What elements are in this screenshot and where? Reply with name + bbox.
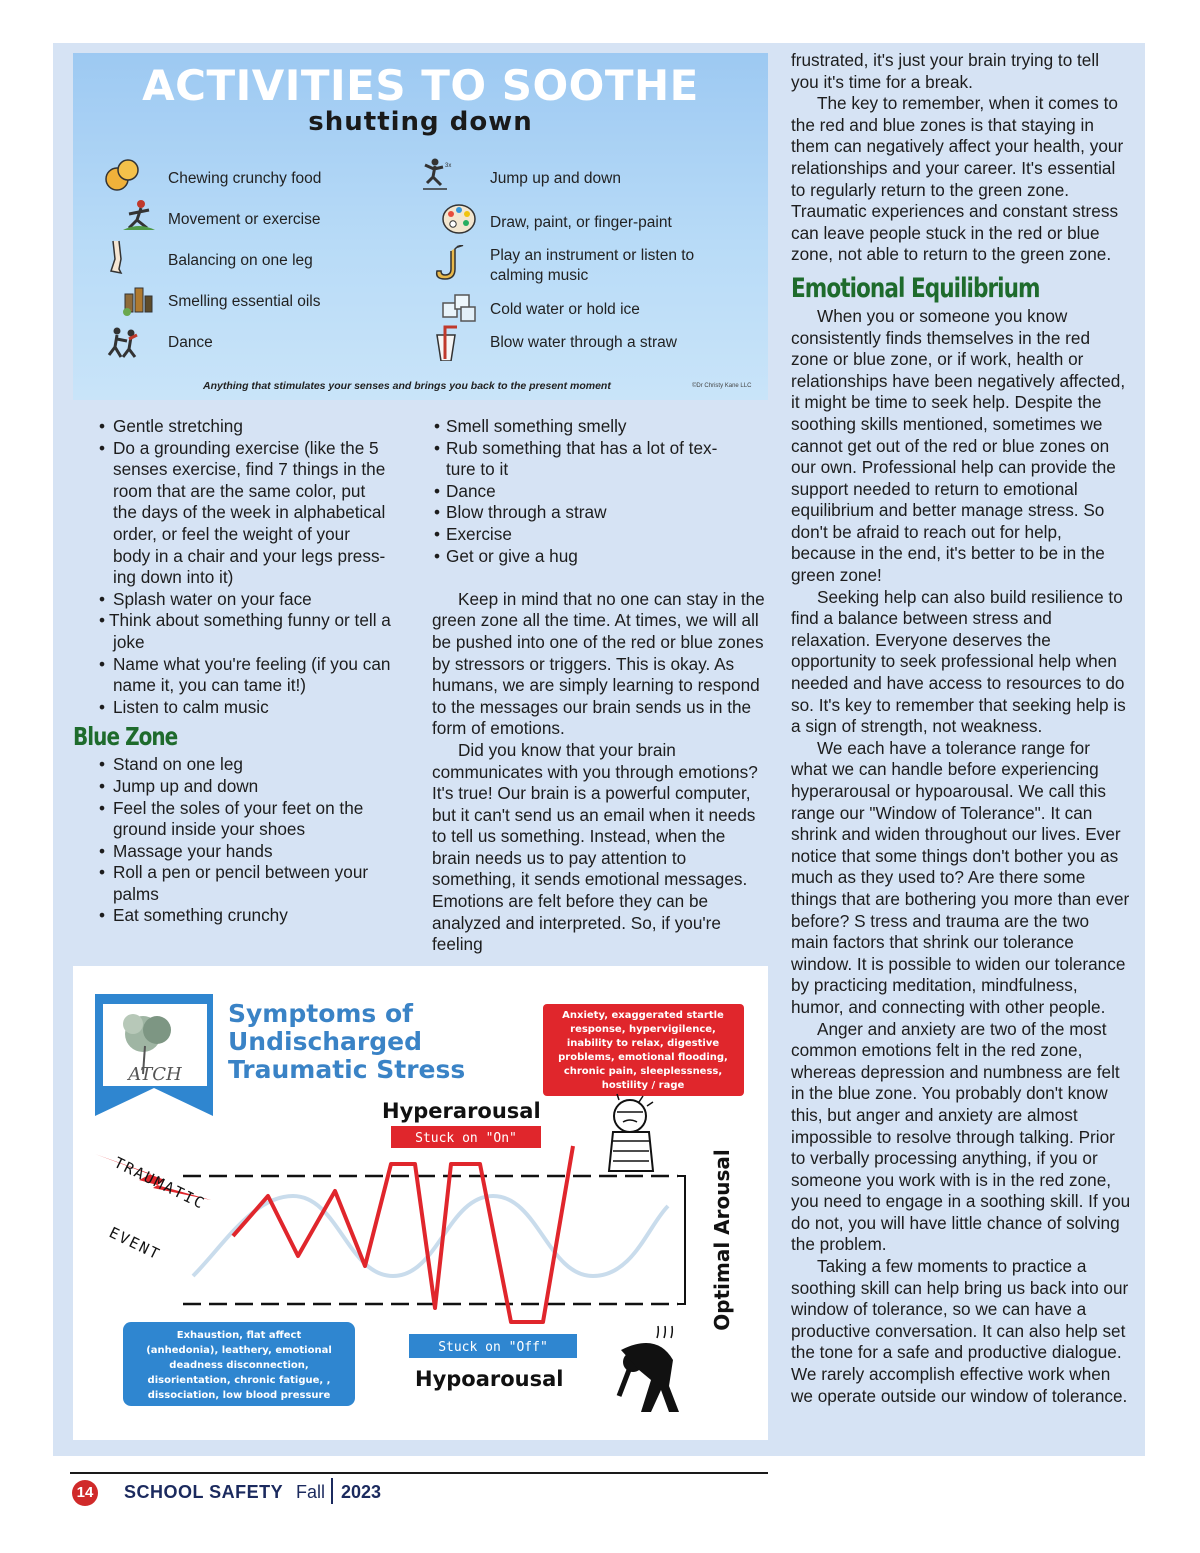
activity-item: Chewing crunchy food	[168, 170, 322, 187]
activity-item: Draw, paint, or finger-paint	[490, 214, 672, 231]
list-item: • Name what you're feeling (if you can name it, you can tame it!)	[73, 654, 423, 697]
soothing-list-continued	[432, 416, 768, 567]
window-of-tolerance-diagram	[73, 966, 768, 1440]
dancers-icon	[103, 325, 143, 361]
activity-item: Dance	[168, 334, 213, 351]
hyperarousal-label: Hyperarousal	[382, 1099, 541, 1123]
list-item: • Roll a pen or pencil between your palms	[73, 862, 423, 905]
symptoms-title-line: Traumatic Stress	[228, 1055, 466, 1084]
activity-item: Jump up and down	[490, 170, 621, 187]
column-1	[73, 416, 423, 927]
symptom-text: response, hypervigilence,	[570, 1024, 716, 1035]
logo-text: ATCH	[128, 1064, 182, 1085]
footer-divider	[331, 1478, 333, 1504]
activity-item: calming music	[490, 267, 589, 284]
crackers-icon	[103, 157, 143, 193]
dysregulated-line	[233, 1146, 573, 1322]
optimal-arousal-label: Optimal Arousal	[710, 1149, 734, 1331]
leg-icon	[101, 239, 141, 275]
svg-text:3x: 3x	[445, 163, 452, 169]
symptom-text: deadness disconnection,	[169, 1360, 309, 1371]
symptom-text: (anhedonia), leathery, emotional	[146, 1345, 332, 1356]
page-number: 14	[72, 1480, 98, 1506]
ice-cubes-icon	[439, 289, 479, 325]
list-item: • Smell something smelly	[432, 416, 768, 438]
issue-year: 2023	[341, 1482, 382, 1502]
palette-icon	[439, 201, 479, 237]
symptom-text: Exhaustion, flat affect	[176, 1330, 302, 1341]
activities-infographic	[73, 53, 768, 400]
symptom-text: problems, emotional flooding,	[558, 1052, 728, 1063]
stressed-person-icon	[609, 1094, 653, 1171]
stuck-on-label: Stuck on "On"	[415, 1131, 517, 1146]
activity-item: Blow water through a straw	[490, 334, 677, 351]
list-item: • Rub something that has a lot of tex- ture to it	[432, 438, 768, 481]
straw-glass-icon	[429, 325, 469, 361]
paragraph: Did you know that your brain communicates with you through emotions? It's true! Our brain is a powerful computer, but it can't send us an email when it needs to tell us something. Instead, when the brain needs us to pay attention to something, it sends emotional messages. Emotions are felt before they can be analyzed and interpreted. So, if you're feeling	[432, 739, 758, 955]
activity-item: Balancing on one leg	[168, 252, 313, 269]
activity-item: Smelling essential oils	[168, 293, 321, 310]
paragraph: Taking a few moments to practice a soothing skill can help bring us back into our window of tolerance, so we can have a productive conversation. It can also help set the tone for a safe and productive dialogue. We rarely accomplish effective work when we operate outside our window of tolerance.	[791, 1256, 1129, 1406]
list-item: • Get or give a hug	[432, 546, 768, 568]
blue-zone-list	[73, 754, 423, 927]
oil-bottles-icon	[117, 280, 157, 316]
optimal-bracket	[678, 1176, 685, 1304]
symptom-text: inability to relax, digestive	[566, 1038, 720, 1049]
stuck-off-label: Stuck on "Off"	[438, 1340, 548, 1355]
column-3	[791, 50, 1131, 1407]
symptom-text: dissociation, low blood pressure	[147, 1390, 331, 1401]
symptom-text: hostility / rage	[601, 1080, 685, 1091]
paragraph: Keep in mind that no one can stay in the green zone all the time. At times, we will all be pushed into one of the red or blue zones by stressors or triggers. This is okay. As humans, we are simply learning to respond to the messages our brain sends us in the form of emotions.	[432, 588, 765, 739]
activities-credit: ©Dr Christy Kane LLC	[692, 383, 752, 389]
list-item: • Do a grounding exercise (like the 5 senses exercise, find 7 things in the room that are the same color, put the days of the week in alphabetical order, or feel the weight of your body in a chair and your legs press- ing down into it)	[73, 438, 423, 589]
activity-item: Play an instrument or listen to	[490, 247, 695, 264]
paragraph: When you or someone you know consistently finds themselves in the red zone or blue zone, or if work, health or relationships have been negatively affected, it might be time to seek help. Despite the soothing skills mentioned, sometimes we cannot get out of the red or blue zones on our own. Professional help can provide the support needed to return to emotional equilibrium and better manage stress. So don't be afraid to reach out for help, because in the end, it's better to be in the green zone!	[791, 305, 1126, 586]
traumatic-label: TRAUMATIC	[111, 1153, 209, 1214]
hypoarousal-label: Hypoarousal	[415, 1367, 564, 1391]
activities-subtitle: shutting down	[308, 107, 533, 137]
emotional-equilibrium-heading: Emotional Equilibrium	[791, 272, 1040, 304]
activities-title: ACTIVITIES TO SOOTHE	[142, 61, 699, 110]
symptom-text: disorientation, chronic fatigue, ,	[147, 1375, 331, 1386]
activities-footer: Anything that stimulates your senses and brings you back to the present moment	[203, 380, 611, 392]
issue-season: Fall	[296, 1482, 326, 1502]
symptom-text: chronic pain, sleeplessness,	[563, 1066, 723, 1077]
list-item: • Dance	[432, 481, 768, 503]
list-item: • Jump up and down	[73, 776, 423, 798]
symptoms-title-line: Symptoms of	[228, 999, 414, 1028]
activity-item: Cold water or hold ice	[490, 301, 640, 318]
list-item: • Blow through a straw	[432, 502, 768, 524]
paragraph: The key to remember, when it comes to the red and blue zones is that staying in them can negatively affect your health, your relationships and your career. It's essential to regularly return to the green zone. Traumatic experiences and constant stress can leave people stuck in the red or blue zone, not able to return to the green zone.	[791, 93, 1124, 265]
list-item: • Exercise	[432, 524, 768, 546]
activity-item: Movement or exercise	[168, 211, 321, 228]
paragraph: Anger and anxiety are two of the most common emotions felt in the red zone, whereas depression and numbness are felt in the blue zone. You probably don't know this, but anger and anxiety are almost impossible to resolve through talking. Prior to verbally processing anything, if you or someone you work with is in the red zone, you need to engage in a soothing skill. If you do not, you will have little chance of solving the problem.	[791, 1018, 1131, 1255]
list-item: • Think about something funny or tell a joke	[73, 610, 423, 653]
symptoms-diagram	[73, 966, 768, 1440]
list-item: • Stand on one leg	[73, 754, 423, 776]
list-item: • Gentle stretching	[73, 416, 423, 438]
paragraph: Seeking help can also build resilience to find a balance between stress and relaxation. Everyone deserves the opportunity to seek professional help when needed and have access to resources to do so. It's key to remember that seeking help is a sign of strength, not weakness.	[791, 586, 1126, 737]
saxophone-icon	[429, 245, 469, 281]
event-label: EVENT	[106, 1223, 164, 1264]
exhausted-person-icon	[619, 1326, 679, 1412]
exercise-icon	[119, 198, 159, 234]
symptom-text: Anxiety, exaggerated startle	[562, 1010, 724, 1021]
footer-rule	[70, 1472, 768, 1474]
symptoms-title-line: Undischarged	[228, 1027, 423, 1056]
soothing-list	[73, 416, 423, 718]
paragraph: We each have a tolerance range for what we can handle before experiencing hyperarousal or hypoarousal. We call this range our "Window of Tolerance". It can shrink and widen throughout our lives. Ever notice that some things don't bother you as much as they used to? Are there some things that are bothering you more than ever before? S tress and trauma are the two main factors that shrink our tolerance window. It is possible to widen our tolerance by practicing meditation, mindfulness, humor, and connecting with other people.	[791, 737, 1130, 1017]
list-item: • Eat something crunchy	[73, 905, 423, 927]
publication-name: SCHOOL SAFETY	[124, 1482, 284, 1502]
list-item: • Listen to calm music	[73, 697, 423, 719]
list-item: • Massage your hands	[73, 841, 423, 863]
list-item: • Feel the soles of your feet on the ground inside your shoes	[73, 798, 423, 841]
list-item: • Splash water on your face	[73, 589, 423, 611]
blue-zone-heading: Blue Zone	[73, 722, 178, 752]
paragraph: frustrated, it's just your brain trying to tell you it's time for a break.	[791, 50, 1100, 92]
column-2	[432, 416, 768, 956]
jumping-icon	[415, 157, 455, 193]
